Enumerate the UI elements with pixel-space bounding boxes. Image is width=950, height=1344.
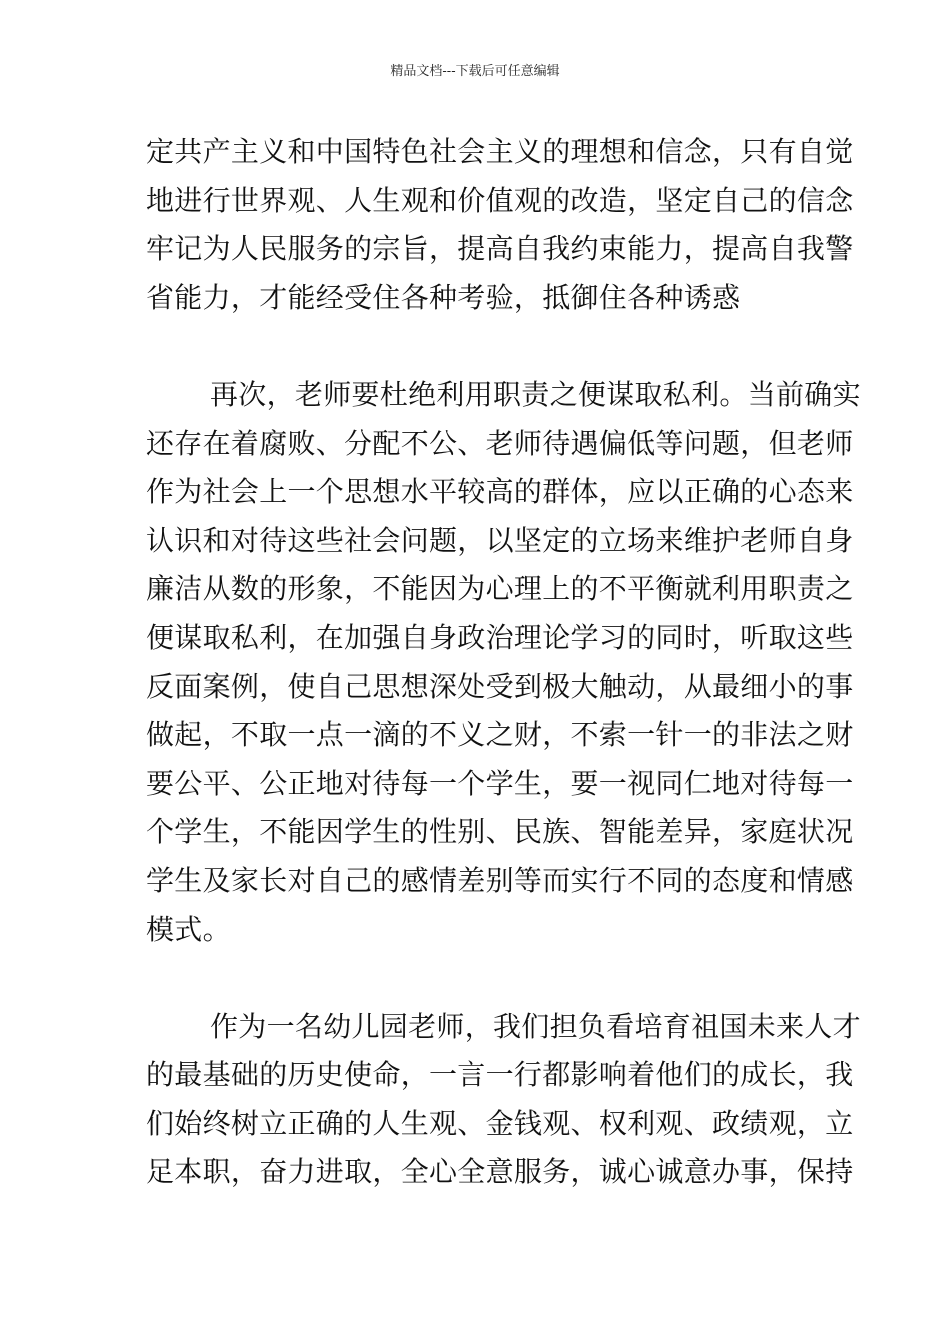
page-header: 精品文档---下载后可任意编辑 — [390, 64, 560, 79]
text-line: 认识和对待这些社会问题，以坚定的立场来维护老师自身 — [146, 523, 854, 557]
text-line: 省能力，才能经受住各种考验，抵御住各种诱惑 — [146, 280, 741, 314]
text-line: 足本职，奋力进取，全心全意服务，诚心诚意办事，保持 — [146, 1155, 854, 1189]
text-line: 牢记为人民服务的宗旨，提高自我约束能力，提高自我警 — [146, 232, 854, 266]
text-line: 作为一名幼儿园老师，我们担负看培育祖国未来人才 — [210, 1009, 861, 1043]
text-line: 地进行世界观、人生观和价值观的改造，坚定自己的信念 — [146, 183, 854, 217]
text-line: 做起，不取一点一滴的不义之财，不索一针一的非法之财 — [146, 718, 854, 752]
text-line: 便谋取私利，在加强自身政治理论学习的同时，听取这些 — [146, 620, 854, 654]
text-line: 定共产主义和中国特色社会主义的理想和信念，只有自觉 — [146, 135, 854, 168]
text-line: 还存在着腐败、分配不公、老师待遇偏低等问题，但老师 — [146, 426, 854, 460]
text-line: 学生及家长对自己的感情差别等而实行不同的态度和情感 — [146, 863, 854, 897]
text-line: 反面案例，使自己思想深处受到极大触动，从最细小的事 — [146, 669, 854, 703]
paragraph-spacer — [146, 322, 810, 371]
text-line: 的最基础的历史使命，一言一行都影响着他们的成长，我 — [146, 1058, 854, 1092]
paragraph-1 — [146, 128, 854, 322]
text-line: 廉洁从数的形象，不能因为心理上的不平衡就利用职责之 — [146, 572, 854, 606]
text-line: 再次，老师要杜绝利用职责之便谋取私利。当前确实 — [210, 377, 861, 411]
text-line: 个学生，不能因学生的性别、民族、智能差异，家庭状况 — [146, 815, 854, 849]
text-line: 作为社会上一个思想水平较高的群体，应以正确的心态来 — [146, 475, 854, 509]
text-line: 要公平、公正地对待每一个学生，要一视同仁地对待每一 — [146, 766, 854, 800]
paragraph-spacer — [146, 954, 810, 1003]
paragraph-2 — [146, 371, 861, 954]
document-body — [146, 128, 861, 1197]
text-line: 们始终树立正确的人生观、金钱观、权利观、政绩观，立 — [146, 1106, 854, 1140]
text-line: 模式。 — [146, 912, 231, 946]
paragraph-3 — [146, 1003, 861, 1197]
